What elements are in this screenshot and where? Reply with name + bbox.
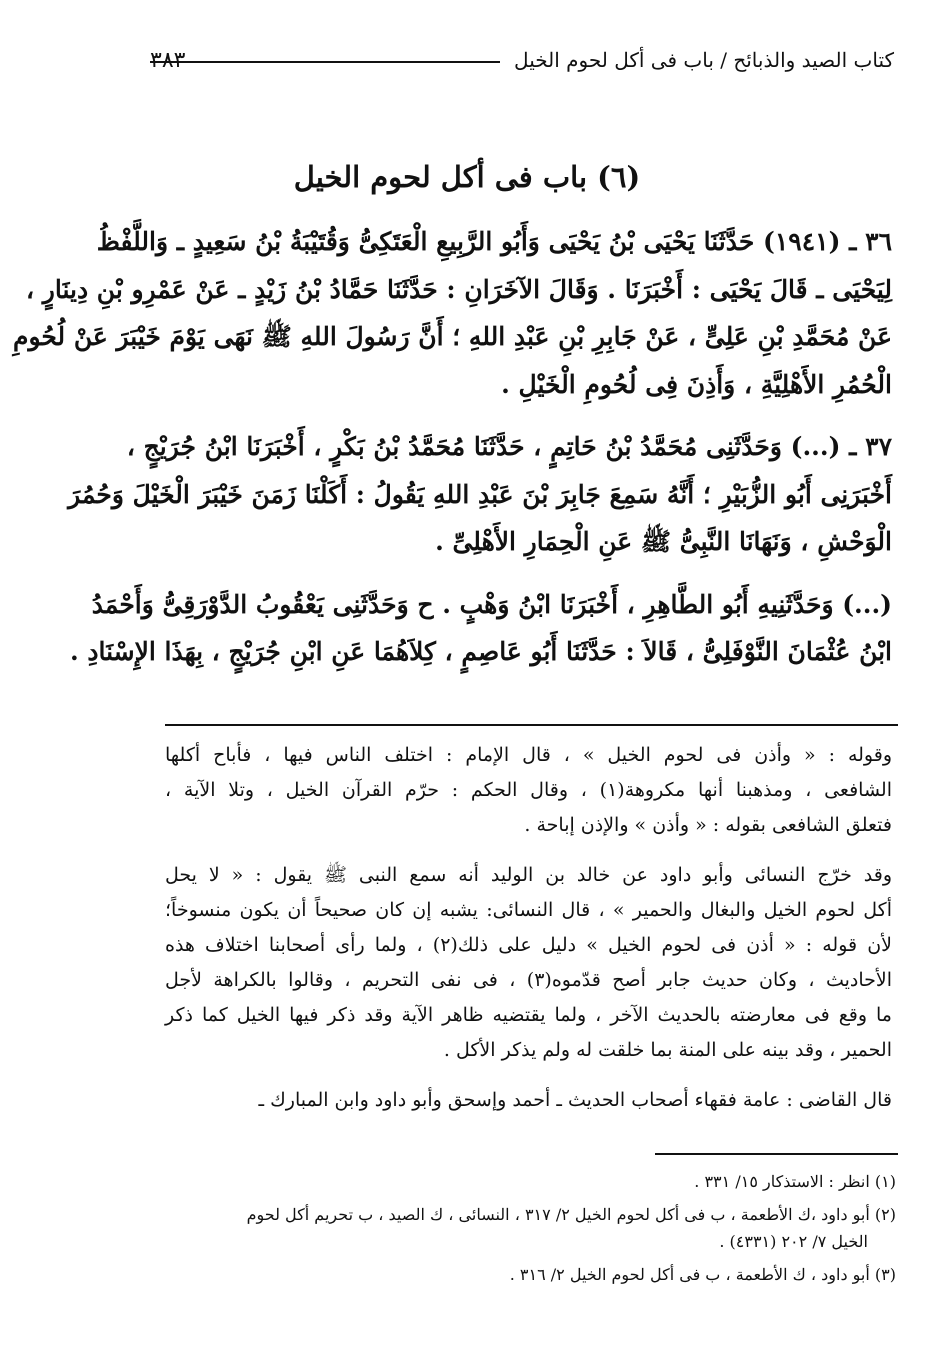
commentary-divider [165,724,898,726]
commentary-line: الشافعى ، ومذهبنا أنها مكروهة(١) ، وقال الحكم : حرّم القرآن الخيل ، وتلا الآية ، [165,779,892,801]
footnote-1: (١) انظر : الاستذكار ١٥/ ٣٣١ . [694,1172,896,1191]
hadith-36 [13,218,892,408]
commentary-paragraph [165,858,892,1068]
hadith-line: أَخْبَرَنِى أَبُو الزُّبَيْرِ ؛ أَنَّهُ سَمِعَ جَابِرَ بْنَ عَبْدِ اللهِ يَقُولُ : أَكَلْنَا زَمَنَ خَيْبَرَ الْخَيْلَ وَحُمُرَ [68,479,892,509]
hadith-line: ابْنُ عُثْمَانَ النَّوْفَلِىُّ ، قَالاَ : حَدَّثَنَا أَبُو عَاصِمٍ ، كِلاَهُمَا عَنِ ابْنِ جُرَيْجٍ ، بِهَذَا الإِسْنَادِ . [69,637,892,666]
commentary-line: ما وقع فى معارضته بالحديث الآخر ، ولما يقتضيه ظاهر الآية وقد ذكر فيها الخيل كما ذكر [165,1004,892,1026]
hadith-line: (...) وَحَدَّثَنِيهِ أَبُو الطَّاهِرِ ، أَخْبَرَنَا ابْنُ وَهْبٍ . ح وَحَدَّثَنِى يَعْقُوبُ الدَّوْرَقِىُّ وَأَحْمَدُ [91,589,892,619]
commentary-line: وقوله : « وأذن فى لحوم الخيل » ، قال الإمام : اختلف الناس فيها ، فأباح أكلها [165,744,892,766]
commentary-paragraph [165,1083,892,1118]
commentary-paragraph [165,738,892,843]
footnote-2: (٢) أبو داود ،ك الأطعمة ، ب فى أكل لحوم الخيل ٢/ ٣١٧ ، النسائى ، ك الصيد ، ب تحريم أكل لحوم [246,1205,896,1224]
commentary-line: الأحاديث ، وكان حديث جابر أصح قدّموه(٣) ، فى نفى التحريم ، وقالوا بالكراهة لأجل [165,969,892,991]
hadith-37 [68,423,892,566]
commentary-line: قال القاضى : عامة فقهاء أصحاب الحديث ـ أحمد وإسحق وأبو داود وابن المبارك ـ [258,1089,892,1111]
hadith-line: الْحُمُرِ الأَهْلِيَّةِ ، وَأَذِنَ فِى لُحُومِ الْخَيْلِ . [501,369,892,399]
commentary-line: فتعلق الشافعى بقوله : « وأذن » والإذن إباحة . [524,814,892,836]
hadith-text [13,218,892,691]
hadith-line: لِيَحْيَى ـ قَالَ يَحْيَى : أَخْبَرَنَا . وَقَالَ الآخَرَانِ : حَدَّثَنَا حَمَّادُ بْنُ زَيْدٍ ـ عَنْ عَمْرِو بْنِ دِينَارٍ ، [25,274,892,304]
commentary-line: وقد خرّج النسائى وأبو داود عن خالد بن الوليد أنه سمع النبى ﷺ يقول : « لا يحل [165,864,892,886]
hadith-line: ٣٧ ـ (...) وَحَدَّثَنِى مُحَمَّدُ بْنُ حَاتِمٍ ، حَدَّثَنَا مُحَمَّدُ بْنُ بَكْرٍ ، أَخْبَرَنَا ابْنُ جُرَيْجٍ ، [126,432,892,461]
commentary-line: أكل لحوم الخيل والبغال والحمير » ، قال النسائى: يشبه إن كان صحيحاً أن يكون منسوخاً؛ [165,899,892,921]
footnote-2-continuation: الخيل ٧/ ٢٠٢ (٤٣٣١) . [719,1232,868,1251]
page-number: ٣٨٣ [150,48,186,73]
commentary-line: لأن قوله : « أذن فى لحوم الخيل » دليل على ذلك(٢) ، ولما رأى أصحابنا اختلاف هذه [165,934,892,956]
hadith-line: الْوَحْشِ ، وَنَهَانَا النَّبِىُّ ﷺ عَنِ الْحِمَارِ الأَهْلِىِّ . [435,527,892,556]
chapter-title: (٦) باب فى أكل لحوم الخيل [293,160,641,194]
header-rule [150,61,500,63]
hadith-37-chain [69,581,892,676]
footnote-divider [655,1153,898,1155]
commentary-line: الحمير ، وقد بينه على المنة بما خلقت له ولم يذكر الأكل . [443,1039,892,1061]
commentary-text [165,738,892,1133]
footnote-3: (٣) أبو داود ، ك الأطعمة ، ب فى أكل لحوم الخيل ٢/ ٣١٦ . [509,1265,896,1284]
footnotes [175,1168,896,1288]
hadith-line: ٣٦ ـ (١٩٤١) حَدَّثَنَا يَحْيَى بْنُ يَحْيَى وَأَبُو الرَّبِيعِ الْعَتَكِىُّ وَقُتَيْبَةُ بْنُ سَعِيدٍ ـ وَاللَّفْظُ [96,227,892,256]
hadith-line: عَنْ مُحَمَّدِ بْنِ عَلِىٍّ ، عَنْ جَابِرِ بْنِ عَبْدِ اللهِ ؛ أَنَّ رَسُولَ اللهِ ﷺ نَهَى يَوْمَ خَيْبَرَ عَنْ لُحُومِ [13,322,892,351]
running-header [150,48,894,72]
running-title: كتاب الصيد والذبائح / باب فى أكل لحوم الخيل [514,48,894,72]
